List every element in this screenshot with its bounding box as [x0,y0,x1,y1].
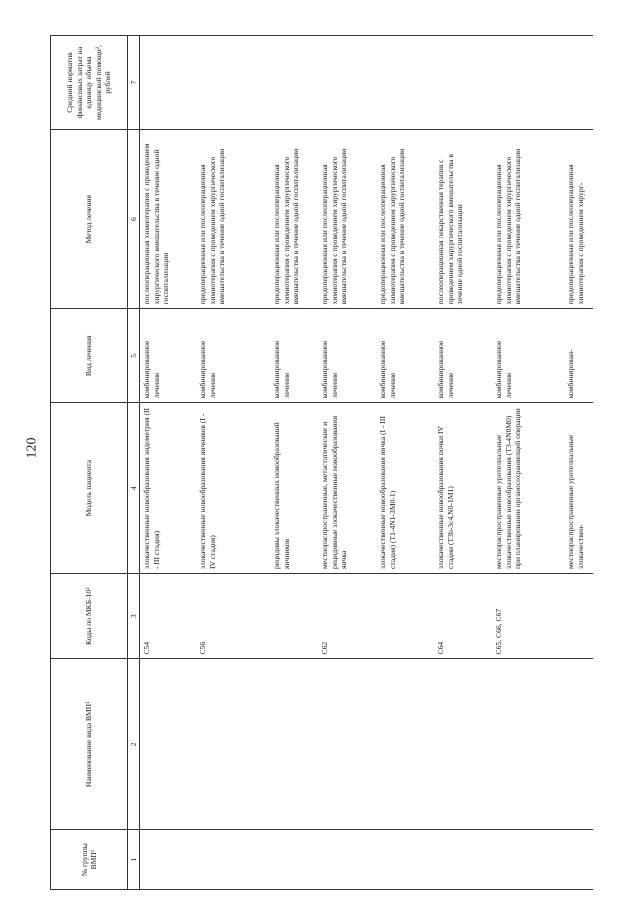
header-col2: Наименование вида ВМП¹ [51,659,128,830]
vmp-table [50,35,593,890]
icd-code: C54 [142,641,152,655]
column-number-row [128,36,140,890]
treatment-method: послеоперационная химиотерапия с проведением хирургического вмешательства в течение одной госпитализации [142,143,171,305]
patient-model-cell [140,403,593,574]
treatment-method: предоперационная или послеоперационная химиотерапия с проведением хирургического вмешательства в течение одной госпитализации [494,148,523,305]
patient-model: местнораспространенные уротелиальные злокачествен- [566,434,585,570]
icd-code: C65, C66, C67 [494,608,504,655]
treatment-type-cell [140,309,593,403]
patient-model: злокачественные новообразования эндометрия (II - III стадия) [142,407,161,570]
vmp-name-cell [140,659,593,830]
icd-code: C64 [436,641,446,655]
cost-norm-cell [140,36,593,130]
patient-model: местнораспространенные уротелиальные злокачественные новообразования (T3-4N0M0) при планировании органосохраняющей операции [494,408,523,570]
header-col7: Средний норматив финансовых затрат на единицу объема медицинской помощи³, рублей [51,36,128,130]
treatment-type: комбинированное лечение [272,340,291,399]
treatment-method: послеоперационная лекарственная терапия с проведением хирургического вмешательства в течение одной госпитализации [436,153,465,305]
page-number: 120 [24,437,40,459]
col-number: 6 [128,129,140,308]
header-col5: Вид лечения [51,309,128,403]
icd-code: C56 [198,641,208,655]
treatment-method: предоперационная или послеоперационная химиотерапия с проведением хирургического вмешательства в течение одной госпитализации [272,148,301,305]
col-number: 3 [128,574,140,659]
group-number-cell [140,830,593,890]
treatment-method: предоперационная или послеоперационная химиотерапия с проведением хирург- [566,164,585,305]
treatment-method: предоперационная или послеоперационная химиотерапия с проведением хирургического вмешательства в течение одной госпитализации [378,148,407,305]
header-col4: Модель пациента [51,403,128,574]
treatment-type: комбинированное лечение [142,340,161,399]
patient-model: местнораспространенные, метастатические и рецидивные злокачественные новообразования яичка [320,415,349,570]
patient-model: злокачественные новообразования почки IV стадии (T3b-3c4,N0-1M1) [436,426,455,570]
treatment-method-cell [140,129,593,308]
treatment-type: комбинированное лечение [494,340,513,399]
rotated-table-wrapper [50,35,610,890]
header-col3: Коды по МКБ-10² [51,574,128,659]
col-number: 7 [128,36,140,130]
col-number: 1 [128,830,140,890]
treatment-type: комбинирован- [566,349,576,399]
treatment-type: комбинированное лечение [198,340,217,399]
treatment-type: комбинированное лечение [320,340,339,399]
table-row [140,36,593,890]
header-row [51,36,128,890]
icd-code: C62 [320,641,330,655]
icd-code-cell [140,574,593,659]
patient-model: злокачественные новообразования яичка (I - III стадия) (T1-4N1-3M0-1) [378,416,397,570]
header-col1: № группы ВМП¹ [51,830,128,890]
col-number: 2 [128,659,140,830]
patient-model: злокачественные новообразования яичников (I - IV стадия) [198,413,217,570]
col-number: 5 [128,309,140,403]
icd-code [378,578,430,654]
treatment-method: предоперационная или послеоперационная химиотерапия с проведением хирургического вмешательства в течение одной госпитализации [320,148,349,305]
header-col6: Метод лечения [51,129,128,308]
treatment-type: комбинированное лечение [378,340,397,399]
treatment-type: комбинированное лечение [436,340,455,399]
icd-code [272,578,314,654]
patient-model: рецидивы злокачественных новообразований яичников [272,422,291,570]
treatment-method: предоперационная или послеоперационная химиотерапия с проведением хирургического вмешательства в течение одной госпитализации [198,148,227,305]
col-number: 4 [128,403,140,574]
